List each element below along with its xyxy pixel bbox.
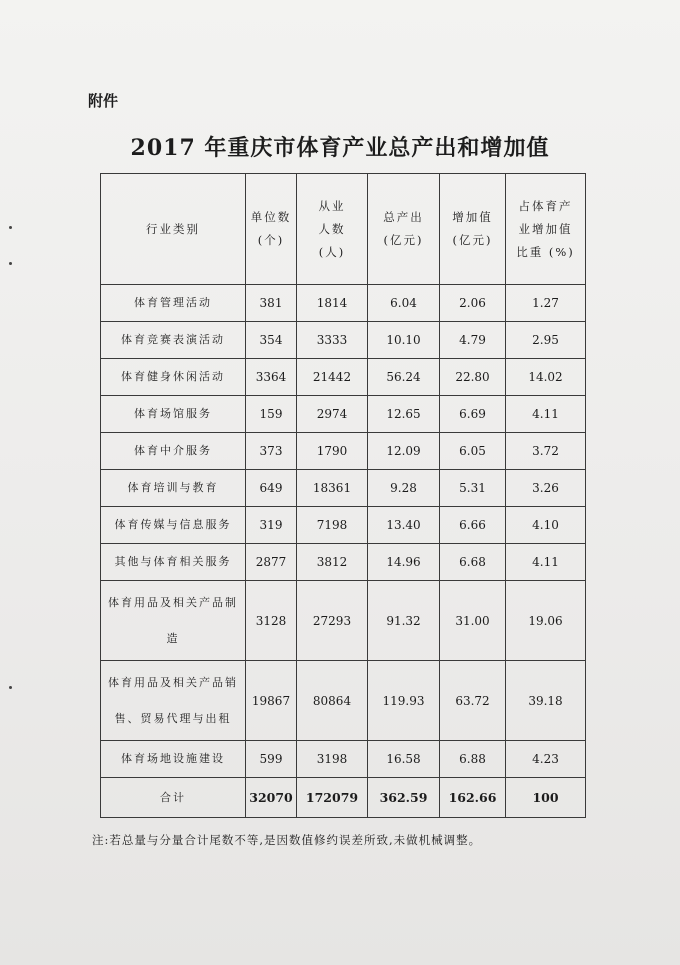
row-category: 体育健身休闲活动 [101, 359, 246, 396]
total-output: 362.59 [368, 778, 440, 818]
total-value-added: 162.66 [440, 778, 506, 818]
row-share: 4.23 [506, 741, 586, 778]
table-row [101, 544, 586, 581]
row-units: 599 [246, 741, 297, 778]
row-value-added: 5.31 [440, 470, 506, 507]
row-units: 381 [246, 285, 297, 322]
table-row [101, 322, 586, 359]
page-title: 2017 年重庆市体育产业总产出和增加值 [130, 135, 550, 161]
row-value-added: 6.66 [440, 507, 506, 544]
scan-speck [9, 262, 12, 265]
sports-industry-table [100, 173, 586, 818]
row-category: 体育传媒与信息服务 [101, 507, 246, 544]
row-category: 体育场地设施建设 [101, 741, 246, 778]
row-employees: 21442 [297, 359, 368, 396]
row-employees: 7198 [297, 507, 368, 544]
table-row [101, 470, 586, 507]
row-employees: 80864 [297, 661, 368, 741]
header-share: 占体育产 业增加值 比重 (%) [506, 174, 586, 285]
row-value-added: 2.06 [440, 285, 506, 322]
row-category: 体育培训与教育 [101, 470, 246, 507]
row-output: 6.04 [368, 285, 440, 322]
row-category: 体育用品及相关产品销 售、贸易代理与出租 [101, 661, 246, 741]
row-value-added: 63.72 [440, 661, 506, 741]
row-share: 4.11 [506, 396, 586, 433]
row-units: 373 [246, 433, 297, 470]
row-units: 319 [246, 507, 297, 544]
header-employees: 从业 人数 (人) [297, 174, 368, 285]
row-value-added: 6.88 [440, 741, 506, 778]
row-category: 体育管理活动 [101, 285, 246, 322]
row-output: 56.24 [368, 359, 440, 396]
row-employees: 18361 [297, 470, 368, 507]
scan-speck [9, 226, 12, 229]
total-units: 32070 [246, 778, 297, 818]
row-employees: 3812 [297, 544, 368, 581]
row-value-added: 22.80 [440, 359, 506, 396]
header-value-added: 增加值 (亿元) [440, 174, 506, 285]
scan-speck [9, 686, 12, 689]
row-share: 19.06 [506, 581, 586, 661]
table-row [101, 359, 586, 396]
row-category: 体育中介服务 [101, 433, 246, 470]
table-row [101, 741, 586, 778]
footnote: 注:若总量与分量合计尾数不等,是因数值修约误差所致,未做机械调整。 [92, 833, 482, 847]
row-units: 3364 [246, 359, 297, 396]
row-output: 10.10 [368, 322, 440, 359]
row-units: 3128 [246, 581, 297, 661]
table-body [101, 285, 586, 818]
row-units: 354 [246, 322, 297, 359]
row-category: 体育用品及相关产品制 造 [101, 581, 246, 661]
row-share: 4.10 [506, 507, 586, 544]
annex-label: 附件 [88, 92, 119, 110]
row-employees: 27293 [297, 581, 368, 661]
header-total-output: 总产出 (亿元) [368, 174, 440, 285]
row-employees: 2974 [297, 396, 368, 433]
table-header-row [101, 174, 586, 285]
row-share: 1.27 [506, 285, 586, 322]
header-category: 行业类别 [101, 174, 246, 285]
table-row [101, 396, 586, 433]
table-total-row [101, 778, 586, 818]
row-units: 19867 [246, 661, 297, 741]
row-share: 3.26 [506, 470, 586, 507]
row-share: 14.02 [506, 359, 586, 396]
row-category: 体育场馆服务 [101, 396, 246, 433]
row-value-added: 4.79 [440, 322, 506, 359]
row-category: 体育竞赛表演活动 [101, 322, 246, 359]
total-label: 合计 [101, 778, 246, 818]
header-units: 单位数 (个) [246, 174, 297, 285]
table-row [101, 433, 586, 470]
total-share: 100 [506, 778, 586, 818]
row-share: 3.72 [506, 433, 586, 470]
row-output: 13.40 [368, 507, 440, 544]
table-row [101, 507, 586, 544]
row-value-added: 6.05 [440, 433, 506, 470]
row-units: 649 [246, 470, 297, 507]
row-output: 12.65 [368, 396, 440, 433]
row-output: 91.32 [368, 581, 440, 661]
total-employees: 172079 [297, 778, 368, 818]
row-value-added: 6.69 [440, 396, 506, 433]
row-employees: 3333 [297, 322, 368, 359]
row-output: 119.93 [368, 661, 440, 741]
row-units: 2877 [246, 544, 297, 581]
row-share: 2.95 [506, 322, 586, 359]
row-output: 16.58 [368, 741, 440, 778]
row-value-added: 31.00 [440, 581, 506, 661]
row-output: 12.09 [368, 433, 440, 470]
row-output: 9.28 [368, 470, 440, 507]
table-row [101, 661, 586, 741]
row-employees: 3198 [297, 741, 368, 778]
row-share: 39.18 [506, 661, 586, 741]
row-units: 159 [246, 396, 297, 433]
table-row [101, 285, 586, 322]
row-employees: 1814 [297, 285, 368, 322]
row-output: 14.96 [368, 544, 440, 581]
row-share: 4.11 [506, 544, 586, 581]
row-value-added: 6.68 [440, 544, 506, 581]
table-row [101, 581, 586, 661]
row-employees: 1790 [297, 433, 368, 470]
row-category: 其他与体育相关服务 [101, 544, 246, 581]
